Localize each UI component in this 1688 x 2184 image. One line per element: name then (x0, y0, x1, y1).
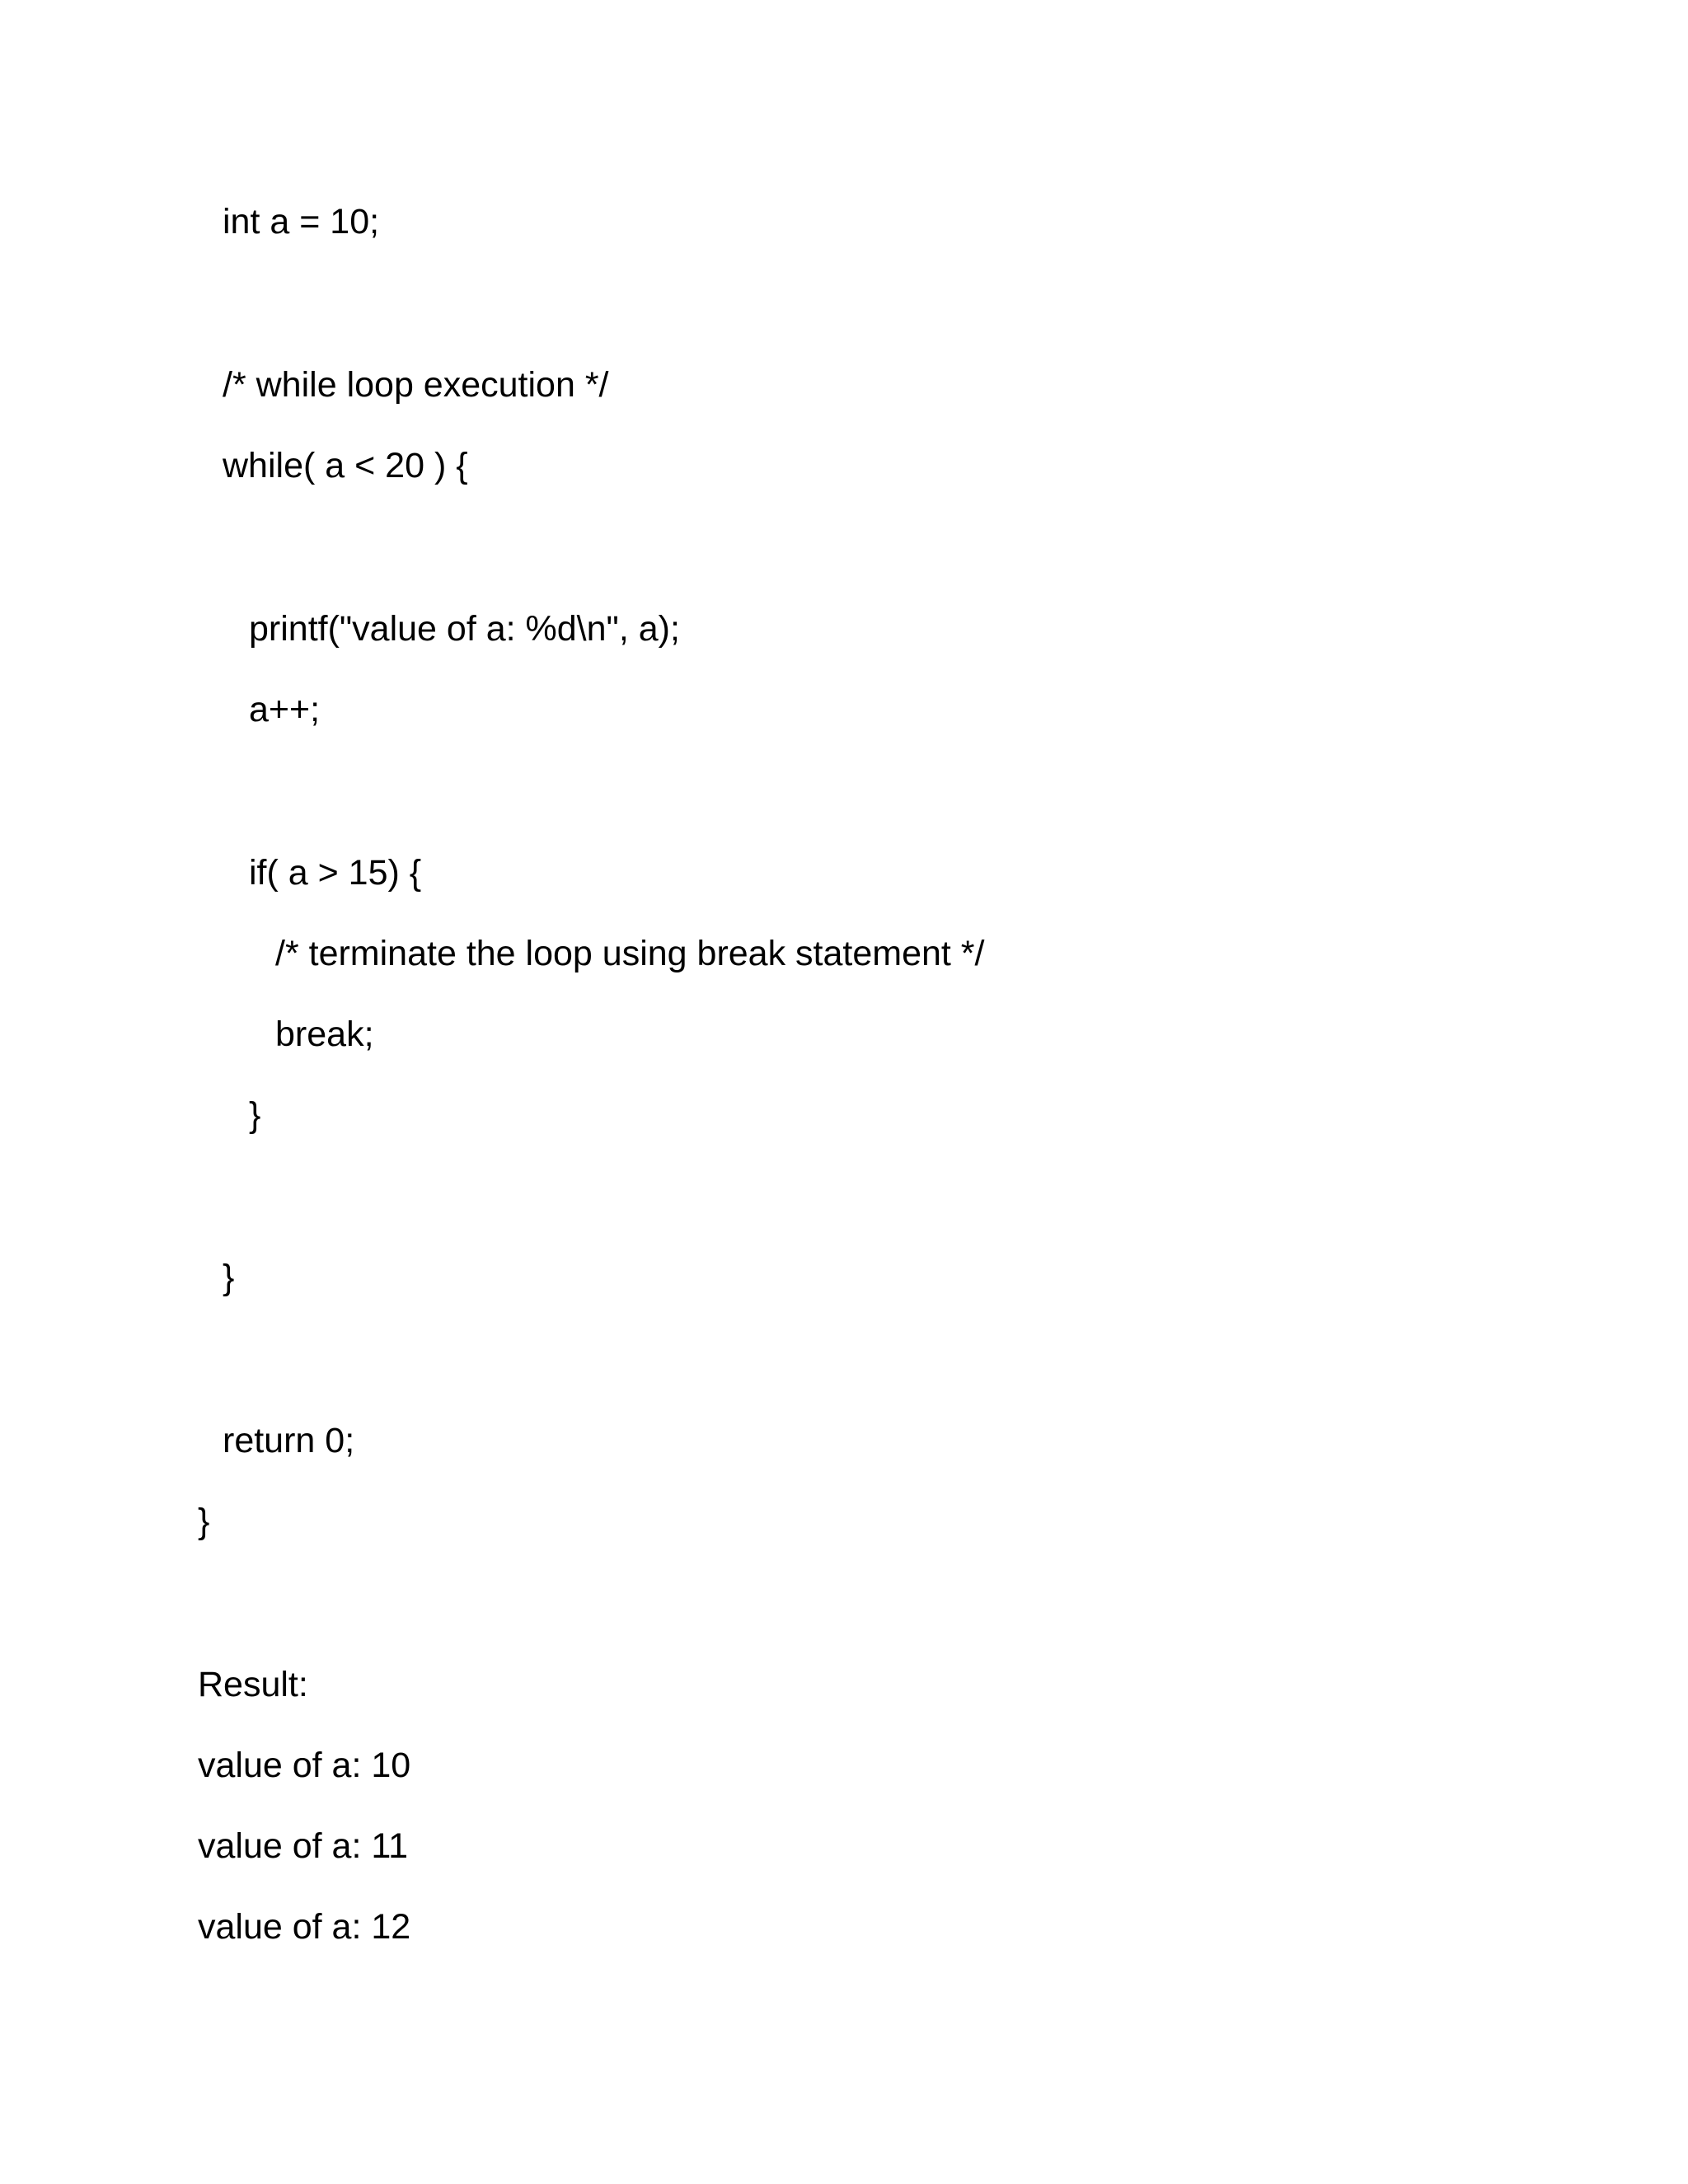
code-line-function-close: } (198, 1502, 210, 1541)
output-line: value of a: 11 (198, 1826, 408, 1866)
output-line: value of a: 10 (198, 1746, 411, 1785)
code-line-if: if( a > 15) { (249, 853, 422, 893)
code-line-return: return 0; (223, 1421, 355, 1460)
code-line-comment-while: /* while loop execution */ (223, 365, 609, 405)
result-label: Result: (198, 1665, 308, 1704)
code-line-break: break; (275, 1015, 374, 1054)
code-line-comment-break: /* terminate the loop using break statement */ (275, 934, 985, 973)
code-line-while: while( a < 20 ) { (223, 446, 468, 485)
code-line-while-close: } (223, 1258, 235, 1297)
code-line-if-close: } (249, 1095, 261, 1135)
code-line-increment: a++; (249, 690, 321, 729)
code-line-printf: printf("value of a: %d\n", a); (249, 609, 680, 649)
output-line: value of a: 12 (198, 1907, 411, 1947)
code-line-declaration: int a = 10; (223, 202, 380, 241)
